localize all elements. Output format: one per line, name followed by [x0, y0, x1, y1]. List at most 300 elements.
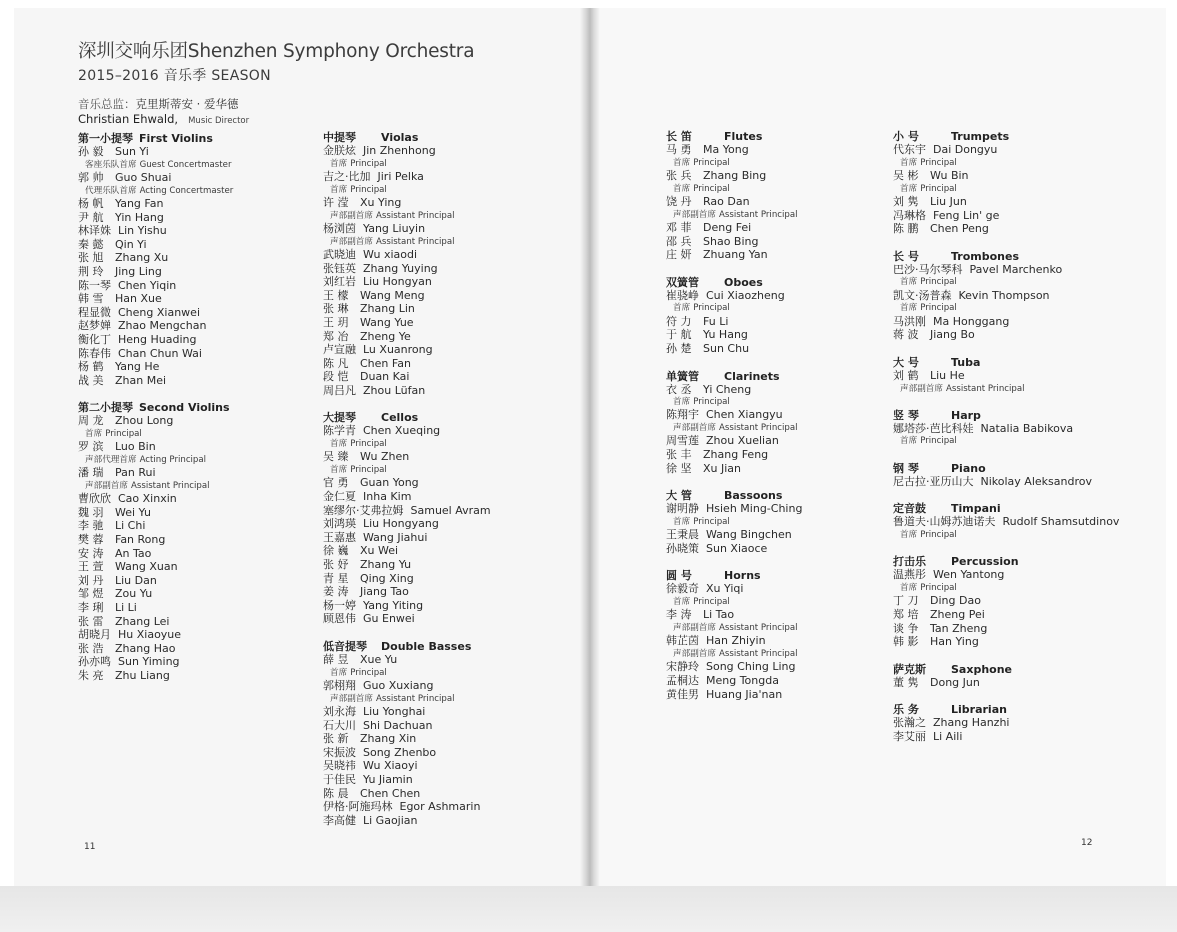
- role-en: Principal: [105, 428, 142, 439]
- member-name-en: Fan Rong: [115, 533, 166, 547]
- member-role: [666, 622, 906, 634]
- member-role: [893, 183, 1133, 195]
- section-name-en: Second Violins: [139, 401, 230, 415]
- member-name-en: Guo Shuai: [115, 170, 172, 184]
- role-en: Assistant Principal: [375, 236, 455, 247]
- instrument-section: [666, 130, 906, 262]
- member-name-en: Pan Rui: [115, 466, 156, 480]
- member-row: [666, 608, 906, 622]
- role-en: Principal: [350, 158, 387, 169]
- member-name-zh: 王嘉惠: [323, 530, 356, 544]
- member-name-en: Wu xiaodi: [363, 247, 418, 261]
- section-heading: [893, 502, 1133, 515]
- role-en: Principal: [920, 583, 957, 594]
- member-name-en: Meng Tongda: [706, 673, 779, 687]
- section-heading: [666, 489, 906, 502]
- role-zh: 首席: [330, 158, 348, 169]
- member-name-zh: 杨浏茵: [323, 221, 356, 235]
- member-name-zh: 韩芷茵: [666, 634, 699, 648]
- member-name-zh: 孙 楚: [666, 341, 692, 355]
- member-row: [323, 330, 563, 344]
- member-row: [323, 275, 563, 289]
- member-row: [666, 542, 906, 556]
- member-name-en: Han Zhiyin: [706, 634, 766, 648]
- member-name-en: Xu Jian: [703, 461, 742, 475]
- member-name-en: Cao Xinxin: [118, 492, 177, 506]
- member-row: [78, 145, 318, 159]
- member-row: [893, 422, 1133, 436]
- section-name-zh: 萨克斯: [893, 662, 926, 676]
- section-heading: [666, 370, 906, 383]
- member-role: [666, 648, 906, 660]
- role-en: Principal: [693, 303, 730, 314]
- member-row: [893, 209, 1133, 223]
- role-en: Guest Concertmaster: [139, 159, 232, 170]
- member-row: [323, 316, 563, 330]
- member-role: [323, 210, 563, 222]
- member-name-zh: 吴 彬: [893, 168, 919, 182]
- role-zh: 声部副首席: [673, 209, 716, 220]
- role-en: Assistant Principal: [718, 209, 798, 220]
- member-name-zh: 薛 昱: [323, 652, 349, 666]
- member-name-en: Rudolf Shamsutdinov: [1002, 515, 1120, 529]
- member-row: [323, 732, 563, 746]
- member-name-zh: 魏 羽: [78, 505, 104, 519]
- role-zh: 首席: [673, 516, 691, 527]
- member-row: [78, 360, 318, 374]
- member-row: [78, 238, 318, 252]
- member-name-zh: 温燕彤: [893, 568, 926, 582]
- member-role: [893, 276, 1133, 288]
- instrument-section: [893, 703, 1133, 743]
- member-name-zh: 石大川: [323, 718, 356, 732]
- member-name-zh: 于 航: [666, 328, 692, 342]
- member-name-en: Zhang Yu: [360, 558, 412, 571]
- member-row: [666, 434, 906, 448]
- member-name-en: Chen Fan: [360, 356, 411, 370]
- role-zh: 客座乐队首席: [85, 159, 137, 170]
- member-role: [323, 438, 563, 450]
- member-name-zh: 孟桐达: [666, 673, 699, 687]
- member-row: [666, 342, 906, 356]
- section-name-zh: 长 笛: [666, 130, 692, 143]
- member-name-en: Liu He: [930, 368, 965, 382]
- member-role: [323, 184, 563, 196]
- member-name-en: Li Li: [115, 600, 137, 614]
- member-row: [893, 730, 1133, 744]
- member-name-en: Gu Enwei: [363, 612, 415, 626]
- member-name-en: Jiang Bo: [930, 328, 975, 342]
- member-row: [323, 248, 563, 262]
- member-role: [78, 480, 318, 492]
- member-name-zh: 胡晓月: [78, 628, 111, 642]
- member-name-zh: 杨 鹤: [78, 360, 104, 374]
- member-row: [323, 544, 563, 558]
- member-name-zh: 郭栩翔: [323, 678, 356, 692]
- member-name-zh: 战 美: [78, 373, 104, 387]
- member-name-zh: 宋振波: [323, 745, 356, 759]
- member-role: [323, 693, 563, 705]
- role-zh: 首席: [900, 303, 918, 314]
- member-name-zh: 饶 丹: [666, 194, 692, 208]
- member-name-en: Zheng Ye: [360, 329, 411, 343]
- member-name-zh: 周雪莲: [666, 434, 699, 448]
- member-role: [78, 159, 318, 171]
- member-name-en: Feng Lin' ge: [933, 208, 1000, 222]
- role-en: Principal: [920, 157, 957, 168]
- member-name-zh: 吉之·比加: [323, 169, 371, 183]
- section-name-zh: 第一小提琴: [78, 132, 133, 145]
- section-heading: [893, 356, 1133, 369]
- member-name-zh: 蒋 波: [893, 328, 919, 342]
- member-name-en: Jin Zhenhong: [363, 144, 436, 157]
- member-name-en: Yin Hang: [115, 210, 164, 224]
- instrument-section: [78, 401, 318, 682]
- member-name-zh: 李高健: [323, 813, 356, 827]
- member-name-en: Tan Zheng: [930, 621, 988, 635]
- member-name-zh: 黄佳男: [666, 687, 699, 701]
- member-role: [893, 157, 1133, 169]
- section-name-en: Violas: [381, 131, 419, 144]
- member-name-zh: 王 玥: [323, 315, 349, 329]
- instrument-section: [666, 370, 906, 476]
- member-name-zh: 衣 丞: [666, 382, 692, 396]
- member-role: [893, 582, 1133, 594]
- member-name-zh: 尹 航: [78, 210, 104, 224]
- member-row: [78, 374, 318, 388]
- member-name-en: Kevin Thompson: [958, 288, 1050, 302]
- member-name-en: Zhang Yuying: [363, 261, 438, 275]
- member-name-en: Yang Liuyin: [363, 221, 426, 235]
- member-name-zh: 马洪刚: [893, 314, 926, 328]
- member-row: [666, 248, 906, 262]
- member-row: [323, 719, 563, 733]
- member-name-zh: 张瀚之: [893, 716, 926, 730]
- member-row: [78, 265, 318, 279]
- member-row: [78, 333, 318, 347]
- member-row: [893, 594, 1133, 608]
- season-label: 2015–2016 音乐季 SEASON: [78, 68, 271, 84]
- member-row: [78, 171, 318, 185]
- member-name-en: Cui Xiaozheng: [706, 288, 785, 302]
- member-row: [666, 383, 906, 397]
- member-row: [323, 343, 563, 357]
- member-name-zh: 张钰英: [323, 261, 356, 275]
- role-en: Assistant Principal: [375, 210, 455, 221]
- member-name-en: Heng Huading: [118, 332, 197, 346]
- role-en: Principal: [693, 597, 730, 608]
- member-name-en: Zhou Long: [115, 414, 174, 428]
- member-role: [666, 302, 906, 314]
- member-name-zh: 张 丰: [666, 448, 692, 462]
- instrument-section: [323, 640, 563, 827]
- section-name-en: Trombones: [951, 249, 1020, 263]
- member-name-zh: 郭 帅: [78, 170, 104, 184]
- member-name-zh: 谢明静: [666, 502, 699, 516]
- member-row: [666, 634, 906, 648]
- member-row: [78, 492, 318, 506]
- member-name-zh: 张 妤: [323, 558, 349, 571]
- member-name-en: Sun Yi: [115, 145, 149, 158]
- member-name-en: Song Zhenbo: [363, 745, 437, 759]
- section-name-zh: 双簧管: [666, 275, 699, 289]
- member-name-zh: 朱 亮: [78, 668, 104, 682]
- member-name-zh: 陈 晨: [323, 786, 349, 800]
- role-en: Principal: [350, 465, 387, 476]
- member-name-zh: 丁 刀: [893, 594, 919, 608]
- member-row: [78, 547, 318, 561]
- role-en: Acting Principal: [139, 454, 207, 465]
- member-row: [893, 716, 1133, 730]
- member-name-en: Wang Meng: [360, 288, 425, 302]
- member-row: [78, 615, 318, 629]
- member-name-en: Wang Yue: [360, 315, 414, 329]
- member-role: [323, 464, 563, 476]
- member-row: [893, 143, 1133, 157]
- member-row: [893, 328, 1133, 342]
- member-name-zh: 陈翔宇: [666, 408, 699, 422]
- member-name-en: Huang Jia'nan: [706, 687, 783, 701]
- member-name-zh: 卢宣融: [323, 343, 356, 357]
- director-name-en: Christian Ehwald,: [78, 112, 179, 126]
- member-row: [323, 504, 563, 518]
- member-name-zh: 武晓迪: [323, 247, 356, 261]
- member-role: [666, 157, 906, 169]
- section-name-en: Bassoons: [724, 489, 783, 503]
- section-heading: [78, 132, 318, 145]
- member-name-en: Sun Chu: [703, 341, 750, 355]
- section-name-en: Harp: [951, 408, 981, 422]
- role-en: Assistant Principal: [945, 383, 1025, 394]
- role-zh: 首席: [900, 183, 918, 194]
- member-name-zh: 荆 玲: [78, 264, 104, 278]
- member-name-en: Shi Dachuan: [363, 718, 433, 732]
- instrument-section: [893, 663, 1133, 690]
- member-row: [323, 705, 563, 719]
- member-name-en: Li Gaojian: [363, 813, 418, 827]
- member-row: [666, 289, 906, 303]
- member-name-zh: 代东宇: [893, 143, 926, 156]
- role-zh: 声部代理首席: [85, 454, 137, 465]
- section-name-zh: 钢 琴: [893, 461, 919, 475]
- roster-column-3: [666, 130, 906, 715]
- member-name-zh: 庄 妍: [666, 248, 692, 262]
- section-name-en: Double Basses: [381, 639, 472, 653]
- member-name-zh: 徐毅奇: [666, 582, 699, 596]
- member-row: [893, 676, 1133, 690]
- member-name-en: Li Chi: [115, 519, 146, 533]
- member-row: [323, 370, 563, 384]
- member-role: [323, 158, 563, 170]
- member-name-zh: 刘 隽: [893, 194, 919, 208]
- role-zh: 声部副首席: [85, 480, 128, 491]
- member-name-en: Zhang Lin: [360, 302, 415, 316]
- member-row: [323, 384, 563, 398]
- section-name-zh: 中提琴: [323, 131, 356, 144]
- member-row: [893, 169, 1133, 183]
- member-name-en: Chen Yiqin: [118, 278, 177, 292]
- member-row: [323, 424, 563, 438]
- member-name-en: Chen Xiangyu: [706, 408, 783, 422]
- member-row: [323, 653, 563, 667]
- member-row: [666, 195, 906, 209]
- member-name-zh: 安 涛: [78, 546, 104, 560]
- member-row: [323, 679, 563, 693]
- member-name-zh: 谈 争: [893, 621, 919, 635]
- member-row: [78, 533, 318, 547]
- section-heading: [893, 409, 1133, 422]
- role-en: Principal: [693, 157, 730, 168]
- member-name-zh: 孙晓策: [666, 541, 699, 555]
- member-name-en: Wang Xuan: [115, 560, 178, 574]
- section-name-zh: 竖 琴: [893, 408, 919, 422]
- member-name-zh: 程显微: [78, 305, 111, 319]
- member-row: [666, 169, 906, 183]
- role-zh: 首席: [673, 183, 691, 194]
- member-role: [666, 422, 906, 434]
- role-zh: 首席: [673, 597, 691, 608]
- member-name-en: Song Ching Ling: [706, 660, 796, 674]
- member-row: [78, 655, 318, 669]
- member-name-en: Xu Yiqi: [706, 582, 744, 596]
- member-row: [323, 558, 563, 572]
- member-name-en: Li Tao: [703, 608, 735, 622]
- member-row: [893, 195, 1133, 209]
- member-name-zh: 韩 雪: [78, 292, 104, 306]
- role-en: Assistant Principal: [130, 480, 210, 491]
- member-name-en: Yang Fan: [115, 196, 164, 210]
- member-name-en: Wang Jiahui: [363, 530, 428, 544]
- member-row: [78, 642, 318, 656]
- page-gutter: [580, 8, 600, 886]
- member-row: [323, 746, 563, 760]
- member-row: [78, 347, 318, 361]
- page-number-right: 12: [1081, 838, 1093, 848]
- instrument-section: [78, 132, 318, 387]
- member-name-zh: 张 雷: [78, 614, 104, 628]
- member-name-en: Ma Yong: [703, 143, 749, 156]
- member-row: [323, 302, 563, 316]
- roster-column-1: [78, 132, 318, 697]
- instrument-section: [666, 489, 906, 555]
- section-name-zh: 大提琴: [323, 411, 356, 425]
- member-name-zh: 崔骁峥: [666, 288, 699, 302]
- member-row: [893, 263, 1133, 277]
- role-en: Assistant Principal: [718, 423, 798, 434]
- section-name-en: Piano: [951, 461, 986, 475]
- member-name-zh: 塞缪尔·艾弗拉姆: [323, 503, 404, 517]
- section-name-en: Flutes: [724, 130, 763, 143]
- section-heading: [666, 130, 906, 143]
- member-name-zh: 吴 臻: [323, 450, 349, 464]
- member-role: [78, 185, 318, 197]
- member-name-en: Wang Bingchen: [706, 528, 792, 542]
- section-name-zh: 大 号: [893, 355, 919, 369]
- section-name-en: Cellos: [381, 411, 419, 425]
- member-role: [893, 383, 1133, 395]
- role-zh: 声部副首席: [673, 423, 716, 434]
- section-name-zh: 低音提琴: [323, 639, 367, 653]
- member-row: [893, 608, 1133, 622]
- member-row: [666, 582, 906, 596]
- member-name-zh: 张 琳: [323, 302, 349, 316]
- role-zh: 声部副首席: [900, 383, 943, 394]
- member-name-en: Nikolay Aleksandrov: [980, 474, 1092, 488]
- member-row: [666, 660, 906, 674]
- member-row: [78, 251, 318, 265]
- role-zh: 首席: [330, 439, 348, 450]
- member-row: [666, 462, 906, 476]
- role-zh: 首席: [900, 530, 918, 541]
- member-name-zh: 李艾丽: [893, 730, 926, 743]
- member-name-zh: 青 星: [323, 571, 349, 585]
- role-en: Principal: [920, 530, 957, 541]
- member-name-zh: 符 力: [666, 314, 692, 328]
- instrument-section: [893, 130, 1133, 236]
- member-name-zh: 刘鸿瑛: [323, 517, 356, 531]
- member-row: [323, 357, 563, 371]
- scan-background: [0, 886, 1177, 932]
- member-name-zh: 李 涛: [666, 608, 692, 622]
- member-name-en: Wen Yantong: [933, 568, 1005, 582]
- member-role: [666, 209, 906, 221]
- role-en: Assistant Principal: [718, 623, 798, 633]
- member-name-en: Liu Hongyang: [363, 517, 439, 531]
- member-name-zh: 陈学青: [323, 424, 356, 438]
- section-name-en: Percussion: [951, 555, 1019, 569]
- member-row: [323, 289, 563, 303]
- member-name-en: Liu Hongyan: [363, 275, 432, 289]
- director-role: Music Director: [188, 116, 250, 126]
- member-name-zh: 宋静玲: [666, 660, 699, 674]
- role-zh: 首席: [673, 303, 691, 314]
- member-name-zh: 周 龙: [78, 414, 104, 428]
- member-role: [893, 435, 1133, 447]
- role-en: Assistant Principal: [718, 648, 798, 659]
- section-heading: [666, 276, 906, 289]
- member-name-zh: 李 琍: [78, 600, 104, 614]
- member-name-en: Chen Chen: [360, 786, 421, 800]
- member-name-en: Lin Yishu: [118, 224, 167, 238]
- section-name-en: Horns: [724, 569, 761, 583]
- member-row: [893, 369, 1133, 383]
- member-row: [323, 517, 563, 531]
- member-name-en: Liu Yonghai: [363, 704, 426, 718]
- member-name-zh: 郑 冶: [323, 329, 349, 343]
- member-name-zh: 孙亦鸣: [78, 655, 111, 669]
- member-name-en: Qing Xing: [360, 571, 414, 585]
- member-row: [78, 587, 318, 601]
- director-label: 音乐总监：: [78, 97, 136, 111]
- member-name-en: Liu Jun: [930, 194, 967, 208]
- member-name-en: Cheng Xianwei: [118, 305, 200, 319]
- member-name-zh: 于佳民: [323, 772, 356, 786]
- member-name-en: Hu Xiaoyue: [118, 628, 182, 642]
- role-en: Principal: [693, 397, 730, 408]
- member-name-en: Xue Yu: [360, 652, 398, 666]
- member-name-zh: 马 勇: [666, 143, 692, 156]
- section-name-zh: 第二小提琴: [78, 401, 133, 415]
- member-row: [78, 224, 318, 238]
- member-name-zh: 娜塔莎·芭比科娃: [893, 421, 974, 435]
- member-row: [78, 211, 318, 225]
- member-name-zh: 段 恺: [323, 370, 349, 384]
- role-zh: 声部副首席: [330, 210, 373, 221]
- member-name-en: Fu Li: [703, 314, 729, 328]
- member-name-en: An Tao: [115, 546, 152, 560]
- member-row: [323, 262, 563, 276]
- member-name-zh: 刘红岩: [323, 275, 356, 289]
